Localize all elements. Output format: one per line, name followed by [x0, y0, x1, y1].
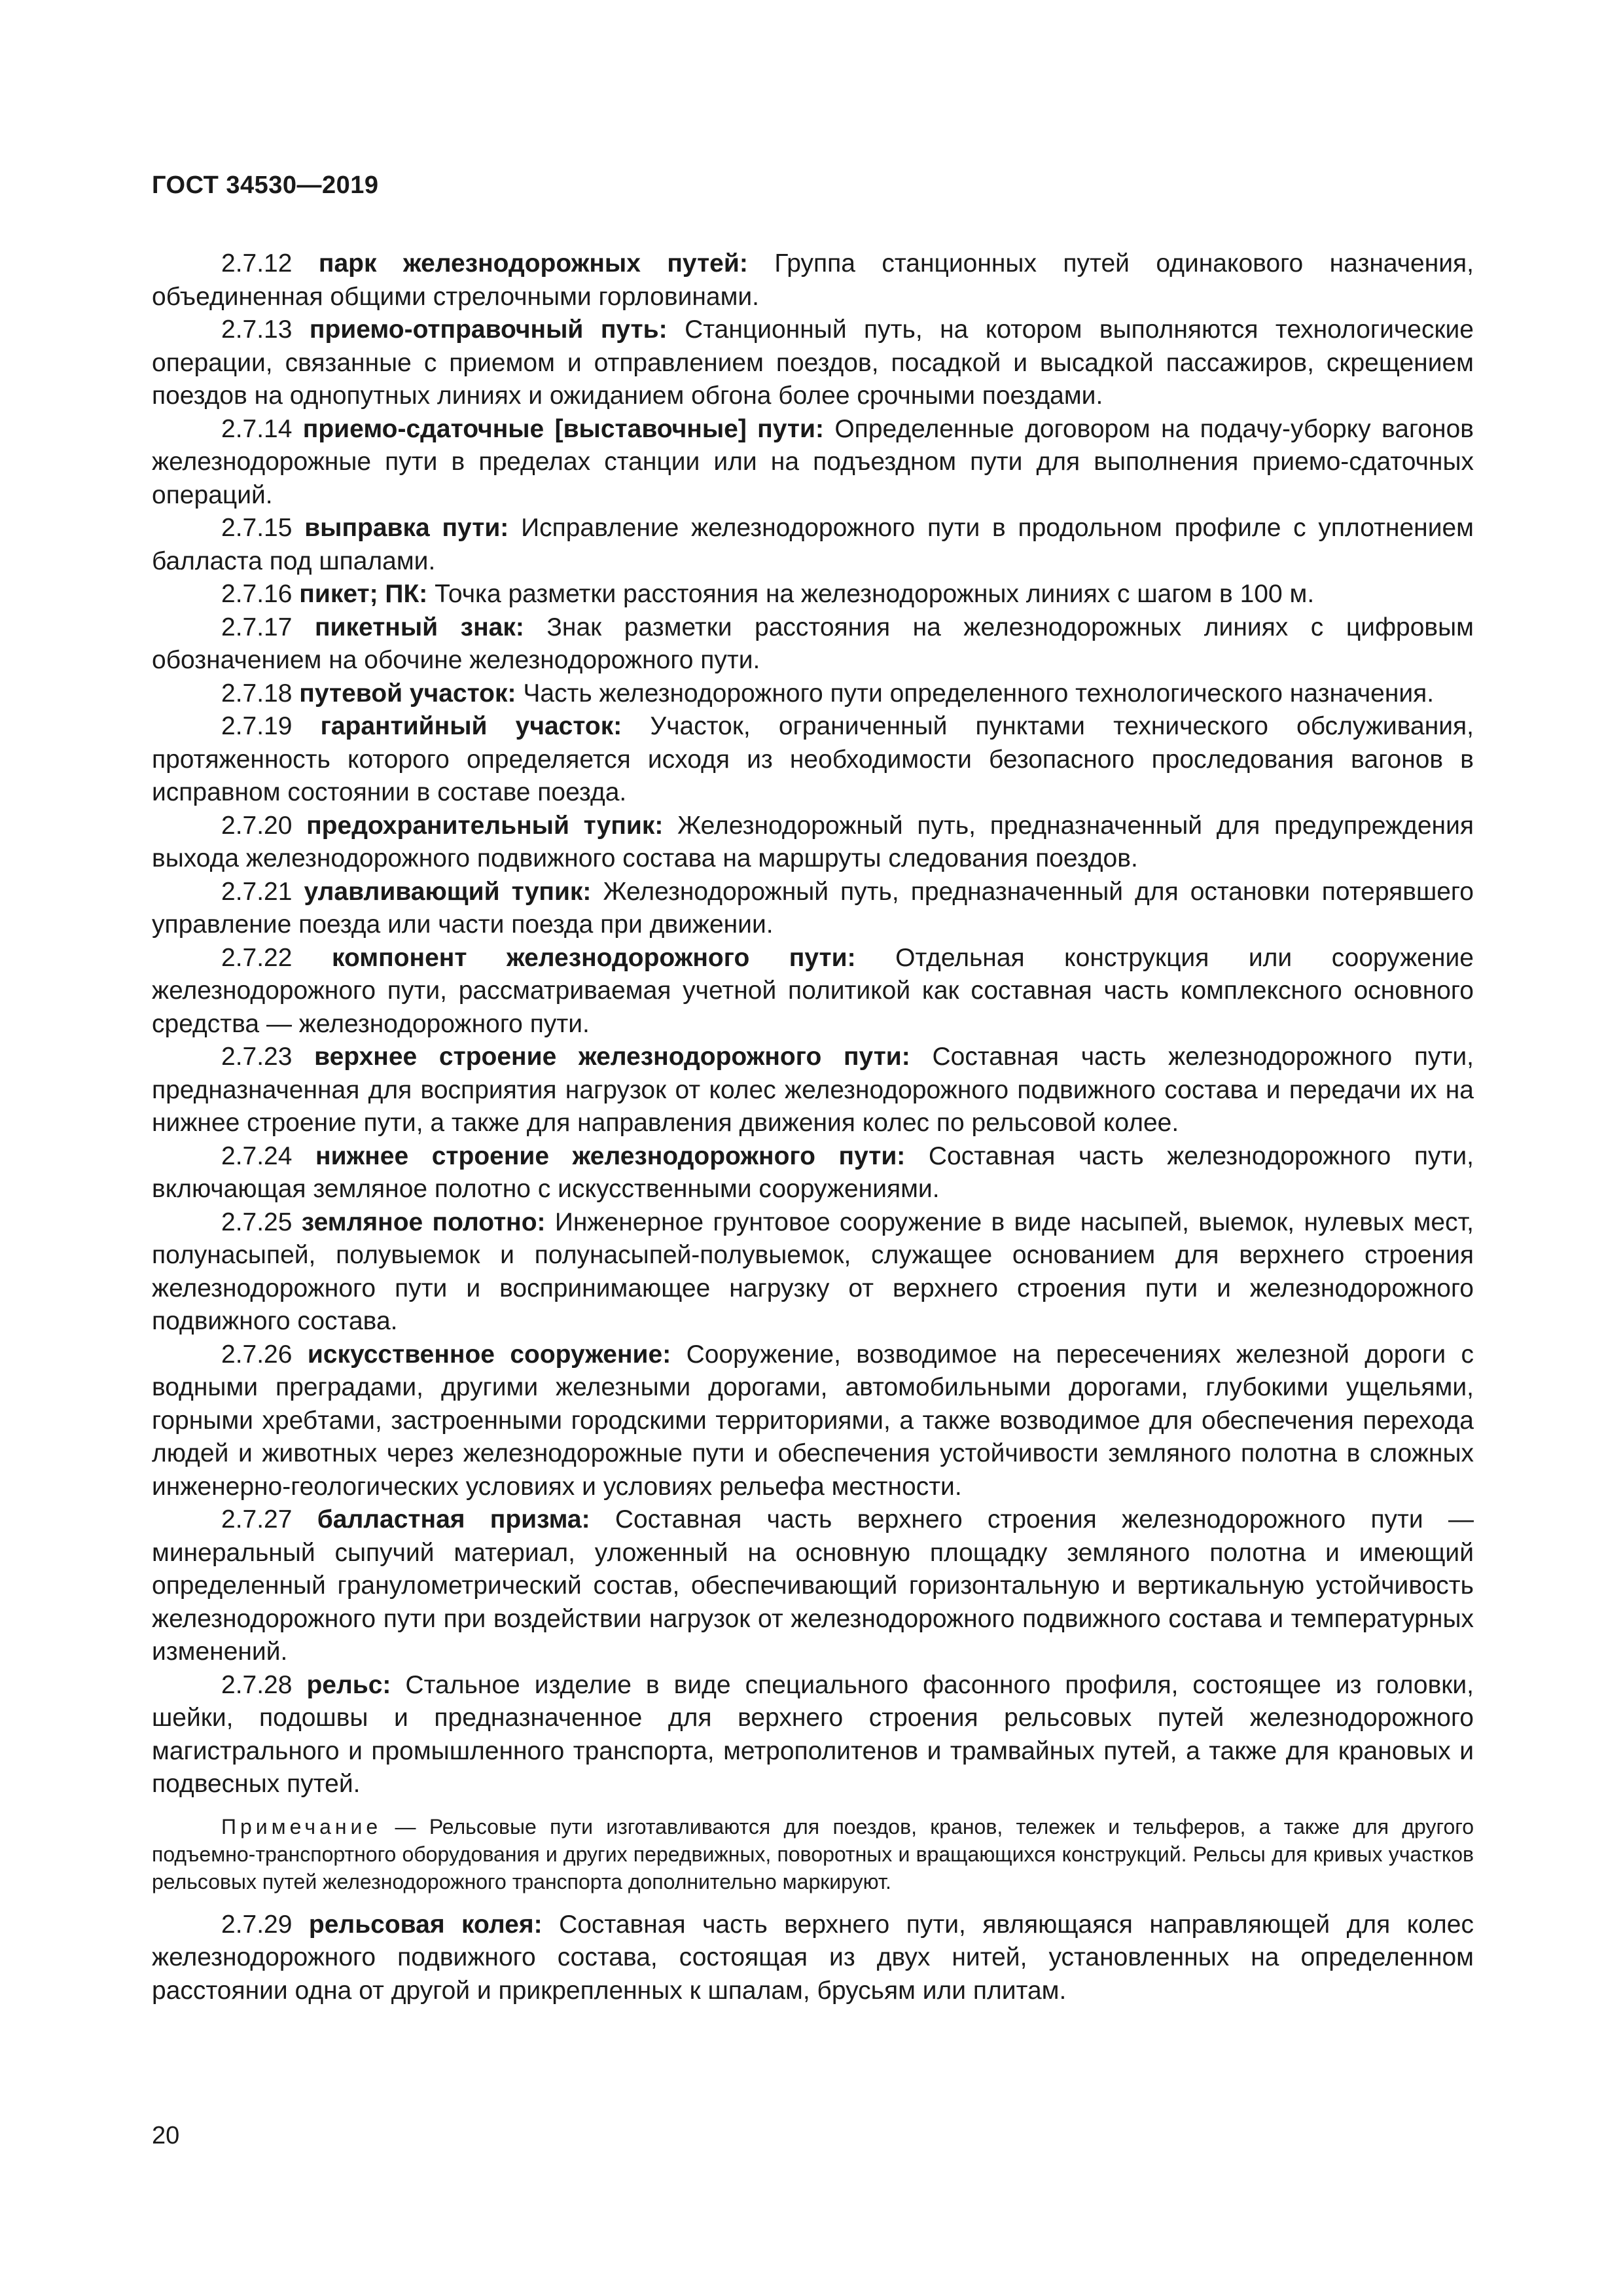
clause-number: 2.7.16	[221, 580, 293, 608]
clause-term: балластная призма:	[317, 1505, 590, 1534]
clause-definition: Исправление железнодорожного пути в продольном профиле с уплотнением балласта под шпалами.	[152, 514, 1474, 575]
definition-clause	[152, 578, 1474, 611]
clause-term: пикет; ПК:	[299, 580, 428, 608]
clause-definition: Составная часть верхнего пути, являющаяся направляющей для колес железнодорожного подвижного состава, состоящая из двух нитей, установленных на определенном расстоянии одна от другой и прикрепленных к шпалам, брусьям или плитам.	[152, 1910, 1474, 2005]
clause-number: 2.7.18	[221, 679, 293, 708]
definition-clause	[152, 810, 1474, 876]
clause-term: предохранительный тупик:	[306, 811, 664, 840]
clause-definition: Точка разметки расстояния на железнодорожных линиях с шагом в 100 м.	[435, 580, 1315, 608]
clause-number: 2.7.12	[221, 249, 293, 278]
clause-number: 2.7.24	[221, 1141, 293, 1170]
clause-number: 2.7.26	[221, 1340, 293, 1369]
clause-definition: Участок, ограниченный пунктами технического обслуживания, протяженность которого определяется исходя из необходимости безопасного проследования вагонов в исправном состоянии в составе поезда.	[152, 712, 1474, 806]
clause-number: 2.7.27	[221, 1505, 293, 1534]
definition-clause	[152, 1041, 1474, 1140]
definition-clause	[152, 314, 1474, 413]
definition-clause	[152, 710, 1474, 810]
clause-number: 2.7.25	[221, 1208, 293, 1236]
clause-term: пикетный знак:	[314, 613, 524, 641]
clause-number: 2.7.19	[221, 712, 293, 740]
clause-definition: Составная часть железнодорожного пути, включающая земляное полотно с искусственными сооружениями.	[152, 1141, 1474, 1203]
clause-definition: Отдельная конструкция или сооружение железнодорожного пути, рассматриваемая учетной политикой как составная часть комплексного основного средства — железнодорожного пути.	[152, 943, 1474, 1038]
clause-term: верхнее строение железнодорожного пути:	[314, 1043, 910, 1071]
clause-list	[152, 1909, 1474, 2008]
clause-term: парк железнодорожных путей:	[318, 249, 748, 278]
clause-number: 2.7.17	[221, 613, 293, 641]
clause-definition: Железнодорожный путь, предназначенный для предупреждения выхода железнодорожного подвижного состава на маршруты следования поездов.	[152, 811, 1474, 872]
definition-clause	[152, 1206, 1474, 1338]
page-number: 20	[152, 2122, 180, 2149]
clause-term: улавливающий тупик:	[304, 877, 592, 906]
clause-definition: Составная часть верхнего строения железнодорожного пути — минеральный сыпучий материал, уложенный на основную площадку земляного полотна и имеющий определенный гранулометрический состав, обеспечивающий горизонтальную и вертикальную устойчивость железнодорожного пути при воздействии нагрузок от железнодорожного подвижного состава и температурных изменений.	[152, 1505, 1474, 1666]
definition-clause	[152, 512, 1474, 578]
note-label: Примечание	[221, 1814, 382, 1839]
clause-number: 2.7.28	[221, 1670, 293, 1699]
clause-definition: Определенные договором на подачу-уборку вагонов железнодорожные пути в пределах станции или на подъездном пути для выполнения приемо-сдаточных операций.	[152, 414, 1474, 509]
definition-clause	[152, 247, 1474, 314]
note-paragraph	[152, 1813, 1474, 1895]
clause-number: 2.7.23	[221, 1043, 293, 1071]
definition-clause	[152, 942, 1474, 1041]
clause-term: рельс:	[306, 1670, 391, 1699]
clause-definition: Часть железнодорожного пути определенного технологического назначения.	[523, 679, 1435, 708]
clause-term: искусственное сооружение:	[307, 1340, 671, 1369]
document-code-header: ГОСТ 34530—2019	[152, 171, 379, 199]
clause-list	[152, 247, 1474, 1801]
definition-clause	[152, 413, 1474, 512]
clause-definition: Инженерное грунтовое сооружение в виде насыпей, выемок, нулевых мест, полунасыпей, полувыемок и полунасыпей-полувыемок, служащее основанием для верхнего строения железнодорожного пути и воспринимающее нагрузку от верхнего строения пути и железнодорожного подвижного состава.	[152, 1208, 1474, 1335]
definition-clause	[152, 1140, 1474, 1206]
document-body	[152, 247, 1474, 2007]
definition-clause	[152, 611, 1474, 677]
clause-number: 2.7.13	[221, 315, 293, 344]
definition-clause	[152, 1503, 1474, 1669]
clause-definition: Станционный путь, на котором выполняются технологические операции, связанные с приемом и отправлением поездов, посадкой и высадкой пассажиров, скрещением поездов на однопутных линиях и ожиданием обгона более срочными поездами.	[152, 315, 1474, 410]
note-text: — Рельсовые пути изготавливаются для поездов, кранов, тележек и тельферов, а также для другого подъемно-транспортного оборудования и других передвижных, поворотных и вращающихся конструкций. Рельсы для кривых участков рельсовых путей железнодорожного транспорта дополнительно маркируют.	[152, 1814, 1474, 1893]
clause-term: нижнее строение железнодорожного пути:	[315, 1141, 906, 1170]
clause-term: земляное полотно:	[301, 1208, 546, 1236]
definition-clause	[152, 677, 1474, 711]
clause-term: приемо-сдаточные [выставочные] пути:	[302, 414, 824, 443]
definition-clause	[152, 876, 1474, 942]
clause-term: гарантийный участок:	[320, 712, 622, 740]
clause-definition: Знак разметки расстояния на железнодорожных линиях с цифровым обозначением на обочине железнодорожного пути.	[152, 613, 1474, 674]
clause-definition: Сооружение, возводимое на пересечениях железной дороги с водными преградами, другими железными дорогами, автомобильными дорогами, глубокими ущельями, горными хребтами, застроенными городскими территориями, а также возводимое для обеспечения перехода людей и животных через железнодорожные пути и обеспечения устойчивости земляного полотна в сложных инженерно-геологических условиях и условиях рельефа местности.	[152, 1340, 1474, 1501]
clause-term: выправка пути:	[304, 514, 509, 542]
definition-clause	[152, 1669, 1474, 1801]
clause-term: компонент железнодорожного пути:	[331, 943, 856, 972]
clause-number: 2.7.21	[221, 877, 293, 906]
clause-term: путевой участок:	[299, 679, 516, 708]
clause-number: 2.7.29	[221, 1910, 293, 1939]
clause-number: 2.7.14	[221, 414, 293, 443]
definition-clause	[152, 1338, 1474, 1504]
clause-definition: Железнодорожный путь, предназначенный для остановки потерявшего управление поезда или части поезда при движении.	[152, 877, 1474, 939]
clause-definition: Стальное изделие в виде специального фасонного профиля, состоящее из головки, шейки, подошвы и предназначенное для верхнего строения рельсовых путей железнодорожного магистрального и промышленного транспорта, метрополитенов и трамвайных путей, а также для крановых и подвесных путей.	[152, 1670, 1474, 1798]
clause-definition: Составная часть железнодорожного пути, предназначенная для восприятия нагрузок от колес железнодорожного подвижного состава и передачи их на нижнее строение пути, а также для направления движения колес по рельсовой колее.	[152, 1043, 1474, 1137]
definition-clause	[152, 1909, 1474, 2008]
clause-number: 2.7.22	[221, 943, 293, 972]
clause-number: 2.7.20	[221, 811, 293, 840]
clause-term: приемо-отправочный путь:	[309, 315, 668, 344]
clause-number: 2.7.15	[221, 514, 293, 542]
clause-definition: Группа станционных путей одинакового назначения, объединенная общими стрелочными горловинами.	[152, 249, 1474, 311]
clause-term: рельсовая колея:	[308, 1910, 543, 1939]
